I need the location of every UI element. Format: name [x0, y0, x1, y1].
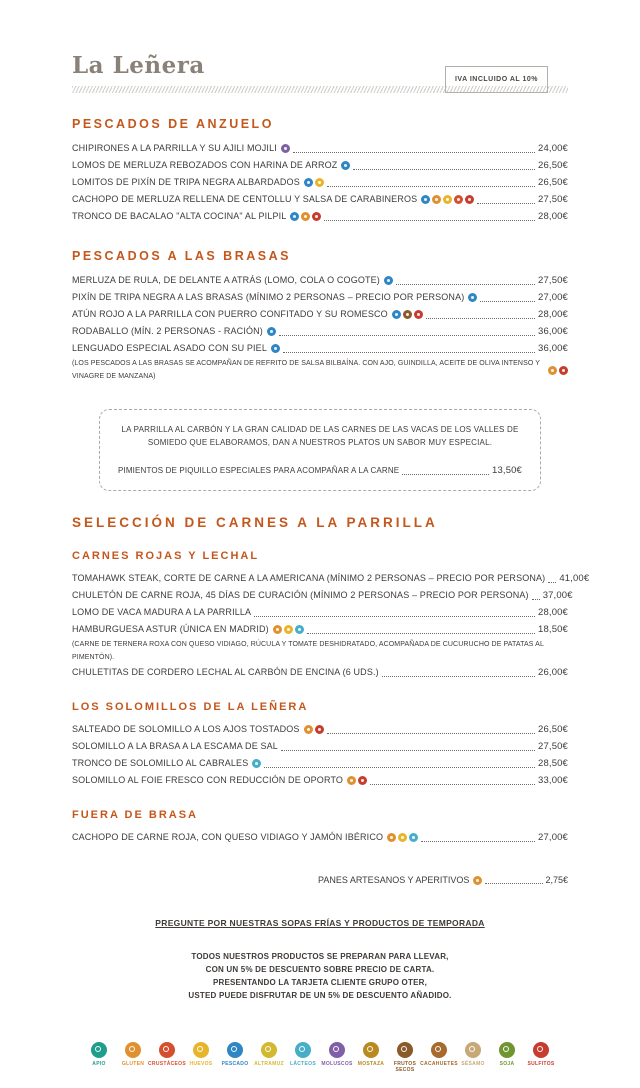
section-footnote-text: (LOS PESCADOS A LAS BRASAS SE ACOMPAÑAN DE REFRITO DE SALSA BILBAÍNA. CON AJO, GUINDILLA, ACEITE DE OLIVA INTENSO Y VINAGRE DE MANZANA)	[72, 360, 540, 380]
dish-price: 28,00€	[538, 309, 568, 320]
menu-item-row	[72, 289, 568, 306]
dotted-leader	[396, 284, 535, 285]
allergen-gluten-icon	[387, 833, 396, 842]
grill-selection-heading: SELECCIÓN DE CARNES A LA PARRILLA	[72, 515, 438, 530]
allergen-pescado-icon	[341, 161, 350, 170]
section-footnote	[72, 357, 568, 383]
allergen-gluten-icon	[304, 725, 313, 734]
dish-price: 28,50€	[538, 758, 568, 769]
allergen-icons	[384, 276, 393, 285]
menu-item-row	[72, 306, 568, 323]
allergen-pescado-icon	[384, 276, 393, 285]
dotted-leader	[532, 599, 540, 600]
dish-name: CHIPIRONES A LA PARRILLA Y SU AJILI MOJILI	[72, 143, 277, 153]
dotted-leader	[283, 352, 535, 353]
dish-name: CACHOPO DE MERLUZA RELLENA DE CENTOLLU Y SALSA DE CARABINEROS	[72, 194, 418, 204]
menu-item-row	[72, 604, 568, 621]
dotted-leader	[370, 784, 535, 785]
allergen-sulfitos-icon	[312, 212, 321, 221]
allergen-lacteos-icon	[295, 1042, 311, 1058]
takeaway-line: TODOS NUESTROS PRODUCTOS SE PREPARAN PARA LLEVAR,	[191, 952, 449, 961]
allergen-huevos-icon	[398, 833, 407, 842]
allergen-pescado-icon	[290, 212, 299, 221]
dotted-leader	[480, 301, 535, 302]
dotted-leader	[307, 633, 535, 634]
allergen-soja-icon	[499, 1042, 515, 1058]
allergen-pescado-icon	[392, 310, 401, 319]
dotted-leader	[324, 220, 535, 221]
dish-name: LOMO DE VACA MADURA A LA PARRILLA	[72, 607, 252, 617]
legend-label: CRUSTÁCEOS	[148, 1061, 187, 1067]
menu-item-row	[118, 462, 522, 479]
menu-item-row	[72, 174, 568, 191]
legend-item-huevos	[186, 1042, 217, 1067]
legend-item-crustaceos	[148, 1042, 187, 1067]
allergen-mostaza-icon	[363, 1042, 379, 1058]
legend-item-cacahuetes	[420, 1042, 458, 1067]
legend-item-pescado	[220, 1042, 251, 1067]
menu-item-row	[72, 140, 568, 157]
allergen-huevos-icon	[315, 178, 324, 187]
dish-name: LENGUADO ESPECIAL ASADO CON SU PIEL	[72, 343, 267, 353]
menu-item-row	[72, 208, 568, 225]
legend-label: ALTRAMUZ	[254, 1061, 284, 1067]
dish-price: 27,50€	[538, 741, 568, 752]
allergen-pescado-icon	[267, 327, 276, 336]
info-box-text: LA PARRILLA AL CARBÓN Y LA GRAN CALIDAD DE LAS CARNES DE LAS VACAS DE LOS VALLES DE SOMIEDO QUE ELABORAMOS, DAN A NUESTROS PLATOS UN SABOR MUY ESPECIAL.	[121, 425, 519, 447]
menu-item-row	[72, 772, 568, 789]
allergen-icons	[290, 212, 321, 221]
dish-price: 36,00€	[538, 326, 568, 337]
allergen-moluscos-icon	[329, 1042, 345, 1058]
allergen-icons	[421, 195, 474, 204]
dotted-leader	[426, 318, 535, 319]
allergen-icons	[252, 759, 261, 768]
legend-label: MOSTAZA	[357, 1061, 385, 1067]
menu-item-row	[72, 621, 568, 638]
menu-page	[0, 52, 640, 1073]
allergen-icons	[387, 833, 418, 842]
dish-price: 2,75€	[545, 875, 568, 885]
allergen-lacteos-icon	[409, 833, 418, 842]
allergen-icons	[468, 293, 477, 302]
menu-item-row	[72, 191, 568, 208]
dish-price: 26,00€	[538, 667, 568, 678]
allergen-icons	[304, 178, 324, 187]
allergen-sulfitos-icon	[358, 776, 367, 785]
legend-label: FRUTOS SECOS	[393, 1061, 417, 1073]
legend-item-soja	[492, 1042, 523, 1067]
allergen-sulfitos-icon	[465, 195, 474, 204]
allergen-icons	[347, 776, 367, 785]
dish-name: PANES ARTESANOS Y APERITIVOS	[318, 875, 470, 885]
allergen-icons	[304, 725, 324, 734]
legend-label: APIO	[92, 1061, 106, 1067]
legend-label: MOLUSCOS	[321, 1061, 353, 1067]
legend-label: CACAHUETES	[420, 1061, 458, 1067]
dish-name: PIXÍN DE TRIPA NEGRA A LAS BRASAS (MÍNIMO 2 PERSONAS – PRECIO POR PERSONA)	[72, 292, 465, 302]
menu-item-row	[72, 323, 568, 340]
dish-price: 37,00€	[542, 590, 573, 601]
menu-item-row	[72, 340, 568, 357]
allergen-sulfitos-icon	[559, 366, 568, 375]
allergen-huevos-icon	[443, 195, 452, 204]
legend-item-sesamo	[458, 1042, 489, 1067]
dish-price: 26,50€	[538, 724, 568, 735]
legend-item-gluten	[118, 1042, 149, 1067]
dotted-leader	[402, 474, 489, 475]
bread-line-inner	[318, 872, 568, 888]
dotted-leader	[327, 733, 535, 734]
legend-label: SOJA	[499, 1061, 515, 1067]
allergen-legend	[72, 1042, 568, 1073]
dish-price: 26,50€	[538, 177, 568, 188]
section-heading: CARNES ROJAS Y LECHAL	[72, 550, 260, 562]
allergen-frutos_secos-icon	[403, 310, 412, 319]
allergen-icons	[473, 876, 482, 885]
legend-item-frutos_secos	[390, 1042, 421, 1073]
legend-item-mostaza	[356, 1042, 387, 1067]
allergen-icons	[271, 344, 280, 353]
allergen-frutos_secos-icon	[397, 1042, 413, 1058]
allergen-altramuz-icon	[261, 1042, 277, 1058]
dish-name: LOMITOS DE PIXÍN DE TRIPA NEGRA ALBARDADOS	[72, 177, 300, 187]
allergen-pescado-icon	[227, 1042, 243, 1058]
takeaway-line: USTED PUEDE DISFRUTAR DE UN 5% DE DESCUENTO AÑADIDO.	[188, 991, 452, 1000]
dotted-leader	[279, 335, 535, 336]
allergen-moluscos-icon	[281, 144, 290, 153]
allergen-gluten-icon	[301, 212, 310, 221]
allergen-icons	[392, 310, 423, 319]
dish-name: SALTEADO DE SOLOMILLO A LOS AJOS TOSTADOS	[72, 724, 300, 734]
dish-name: CHULETITAS DE CORDERO LECHAL AL CARBÓN DE ENCINA (6 UDS.)	[72, 667, 379, 677]
allergen-gluten-icon	[432, 195, 441, 204]
allergen-apio-icon	[91, 1042, 107, 1058]
legend-label: PESCADO	[221, 1061, 249, 1067]
dish-name: PIMIENTOS DE PIQUILLO ESPECIALES PARA ACOMPAÑAR A LA CARNE	[118, 466, 400, 475]
menu-item-row	[72, 570, 590, 587]
allergen-cacahuetes-icon	[431, 1042, 447, 1058]
allergen-icons	[341, 161, 350, 170]
dish-name: SOLOMILLO AL FOIE FRESCO CON REDUCCIÓN DE OPORTO	[72, 775, 344, 785]
takeaway-line: CON UN 5% DE DESCUENTO SOBRE PRECIO DE CARTA.	[205, 965, 435, 974]
dish-name: CHULETÓN DE CARNE ROJA, 45 DÍAS DE CURACIÓN (MÍNIMO 2 PERSONAS – PRECIO POR PERSONA)	[72, 590, 529, 600]
section-heading: LOS SOLOMILLOS DE LA LEÑERA	[72, 701, 309, 713]
allergen-icons	[267, 327, 276, 336]
dotted-leader	[264, 767, 535, 768]
dotted-leader	[254, 616, 535, 617]
legend-label: HUEVOS	[189, 1061, 213, 1067]
dotted-leader	[293, 152, 535, 153]
allergen-lacteos-icon	[252, 759, 261, 768]
legend-item-sulfitos	[526, 1042, 557, 1067]
dotted-leader	[327, 186, 535, 187]
dish-name: LOMOS DE MERLUZA REBOZADOS CON HARINA DE ARROZ	[72, 160, 338, 170]
menu-item-row	[72, 587, 573, 604]
legend-label: SULFITOS	[527, 1061, 555, 1067]
allergen-huevos-icon	[284, 625, 293, 634]
menu-item-row	[72, 829, 568, 846]
dotted-leader	[548, 582, 556, 583]
dotted-leader	[382, 676, 535, 677]
allergen-icons	[273, 625, 304, 634]
dotted-leader	[421, 841, 535, 842]
dish-name: RODABALLO (MÍN. 2 PERSONAS - RACIÓN)	[72, 326, 263, 336]
menu-item-row	[72, 664, 568, 681]
legend-label: SÉSAMO	[461, 1061, 485, 1067]
legend-item-moluscos	[322, 1042, 353, 1067]
dish-price: 27,00€	[538, 292, 568, 303]
dish-price: 26,50€	[538, 160, 568, 171]
allergen-pescado-icon	[304, 178, 313, 187]
dotted-leader	[353, 169, 535, 170]
dish-price: 24,00€	[538, 143, 568, 154]
dish-price: 41,00€	[559, 573, 590, 584]
dish-price: 36,00€	[538, 343, 568, 354]
section-heading: FUERA DE BRASA	[72, 809, 198, 821]
legend-item-lacteos	[288, 1042, 319, 1067]
dish-note: (CARNE DE TERNERA ROXA CON QUESO VIDIAGO, RÚCULA Y TOMATE DESHIDRATADO, ACOMPAÑADA DE CUCURUCHO DE PATATAS AL PIMENTÓN).	[72, 641, 544, 661]
allergen-pescado-icon	[271, 344, 280, 353]
menu-item-row	[72, 738, 568, 755]
bread-line	[72, 872, 568, 888]
dish-price: 18,50€	[538, 624, 568, 635]
menu-item-row	[72, 721, 568, 738]
menu-item-row	[72, 272, 568, 289]
allergen-sulfitos-icon	[533, 1042, 549, 1058]
dish-name: TRONCO DE BACALAO "ALTA COCINA" AL PILPIL	[72, 211, 287, 221]
menu-body	[72, 117, 590, 1002]
dish-price: 33,00€	[538, 775, 568, 786]
dotted-leader	[485, 883, 543, 884]
allergen-lacteos-icon	[295, 625, 304, 634]
dotted-leader	[477, 203, 535, 204]
legend-label: LÁCTEOS	[290, 1061, 316, 1067]
dish-name: HAMBURGUESA ASTUR (ÚNICA EN MADRID)	[72, 624, 269, 634]
dish-price: 27,50€	[538, 275, 568, 286]
allergen-gluten-icon	[273, 625, 282, 634]
menu-item-row	[72, 157, 568, 174]
dish-name: TRONCO DE SOLOMILLO AL CABRALES	[72, 758, 249, 768]
legend-item-apio	[84, 1042, 115, 1067]
legend-label: GLUTEN	[121, 1061, 145, 1067]
allergen-gluten-icon	[473, 876, 482, 885]
section-heading: PESCADOS DE ANZUELO	[72, 117, 274, 131]
dish-name: ATÚN ROJO A LA PARRILLA CON PUERRO CONFITADO Y SU ROMESCO	[72, 309, 388, 319]
allergen-huevos-icon	[193, 1042, 209, 1058]
allergen-gluten-icon	[548, 366, 557, 375]
allergen-crustaceos-icon	[454, 195, 463, 204]
info-box	[99, 409, 541, 491]
seasonal-notice: PREGUNTE POR NUESTRAS SOPAS FRÍAS Y PRODUCTOS DE TEMPORADA	[155, 918, 485, 928]
allergen-sulfitos-icon	[315, 725, 324, 734]
allergen-sesamo-icon	[465, 1042, 481, 1058]
dish-name: CACHOPO DE CARNE ROJA, CON QUESO VIDIAGO Y JAMÓN IBÉRICO	[72, 832, 384, 842]
allergen-icons	[548, 366, 568, 375]
allergen-pescado-icon	[468, 293, 477, 302]
dish-price: 13,50€	[492, 465, 522, 476]
allergen-gluten-icon	[347, 776, 356, 785]
legend-item-altramuz	[254, 1042, 285, 1067]
takeaway-line: PRESENTANDO LA TARJETA CLIENTE GRUPO OTER,	[212, 978, 428, 987]
restaurant-name: La Leñera	[72, 52, 205, 79]
menu-item-row	[72, 755, 568, 772]
dish-name: MERLUZA DE RULA, DE DELANTE A ATRÁS (LOMO, COLA O COGOTE)	[72, 275, 380, 285]
dish-name: SOLOMILLO A LA BRASA A LA ESCAMA DE SAL	[72, 741, 278, 751]
allergen-crustaceos-icon	[159, 1042, 175, 1058]
dish-name: TOMAHAWK STEAK, CORTE DE CARNE A LA AMERICANA (MÍNIMO 2 PERSONAS – PRECIO POR PERSONA)	[72, 573, 546, 583]
dish-price: 27,00€	[538, 832, 568, 843]
dotted-leader	[281, 750, 535, 751]
section-heading: PESCADOS A LAS BRASAS	[72, 249, 291, 263]
dish-price: 27,50€	[538, 194, 568, 205]
allergen-icons	[281, 144, 290, 153]
vat-notice: IVA INCLUIDO AL 10%	[445, 66, 548, 93]
allergen-pescado-icon	[421, 195, 430, 204]
dish-price: 28,00€	[538, 607, 568, 618]
dish-price: 28,00€	[538, 211, 568, 222]
allergen-gluten-icon	[125, 1042, 141, 1058]
allergen-sulfitos-icon	[414, 310, 423, 319]
takeaway-notice	[72, 950, 568, 1002]
